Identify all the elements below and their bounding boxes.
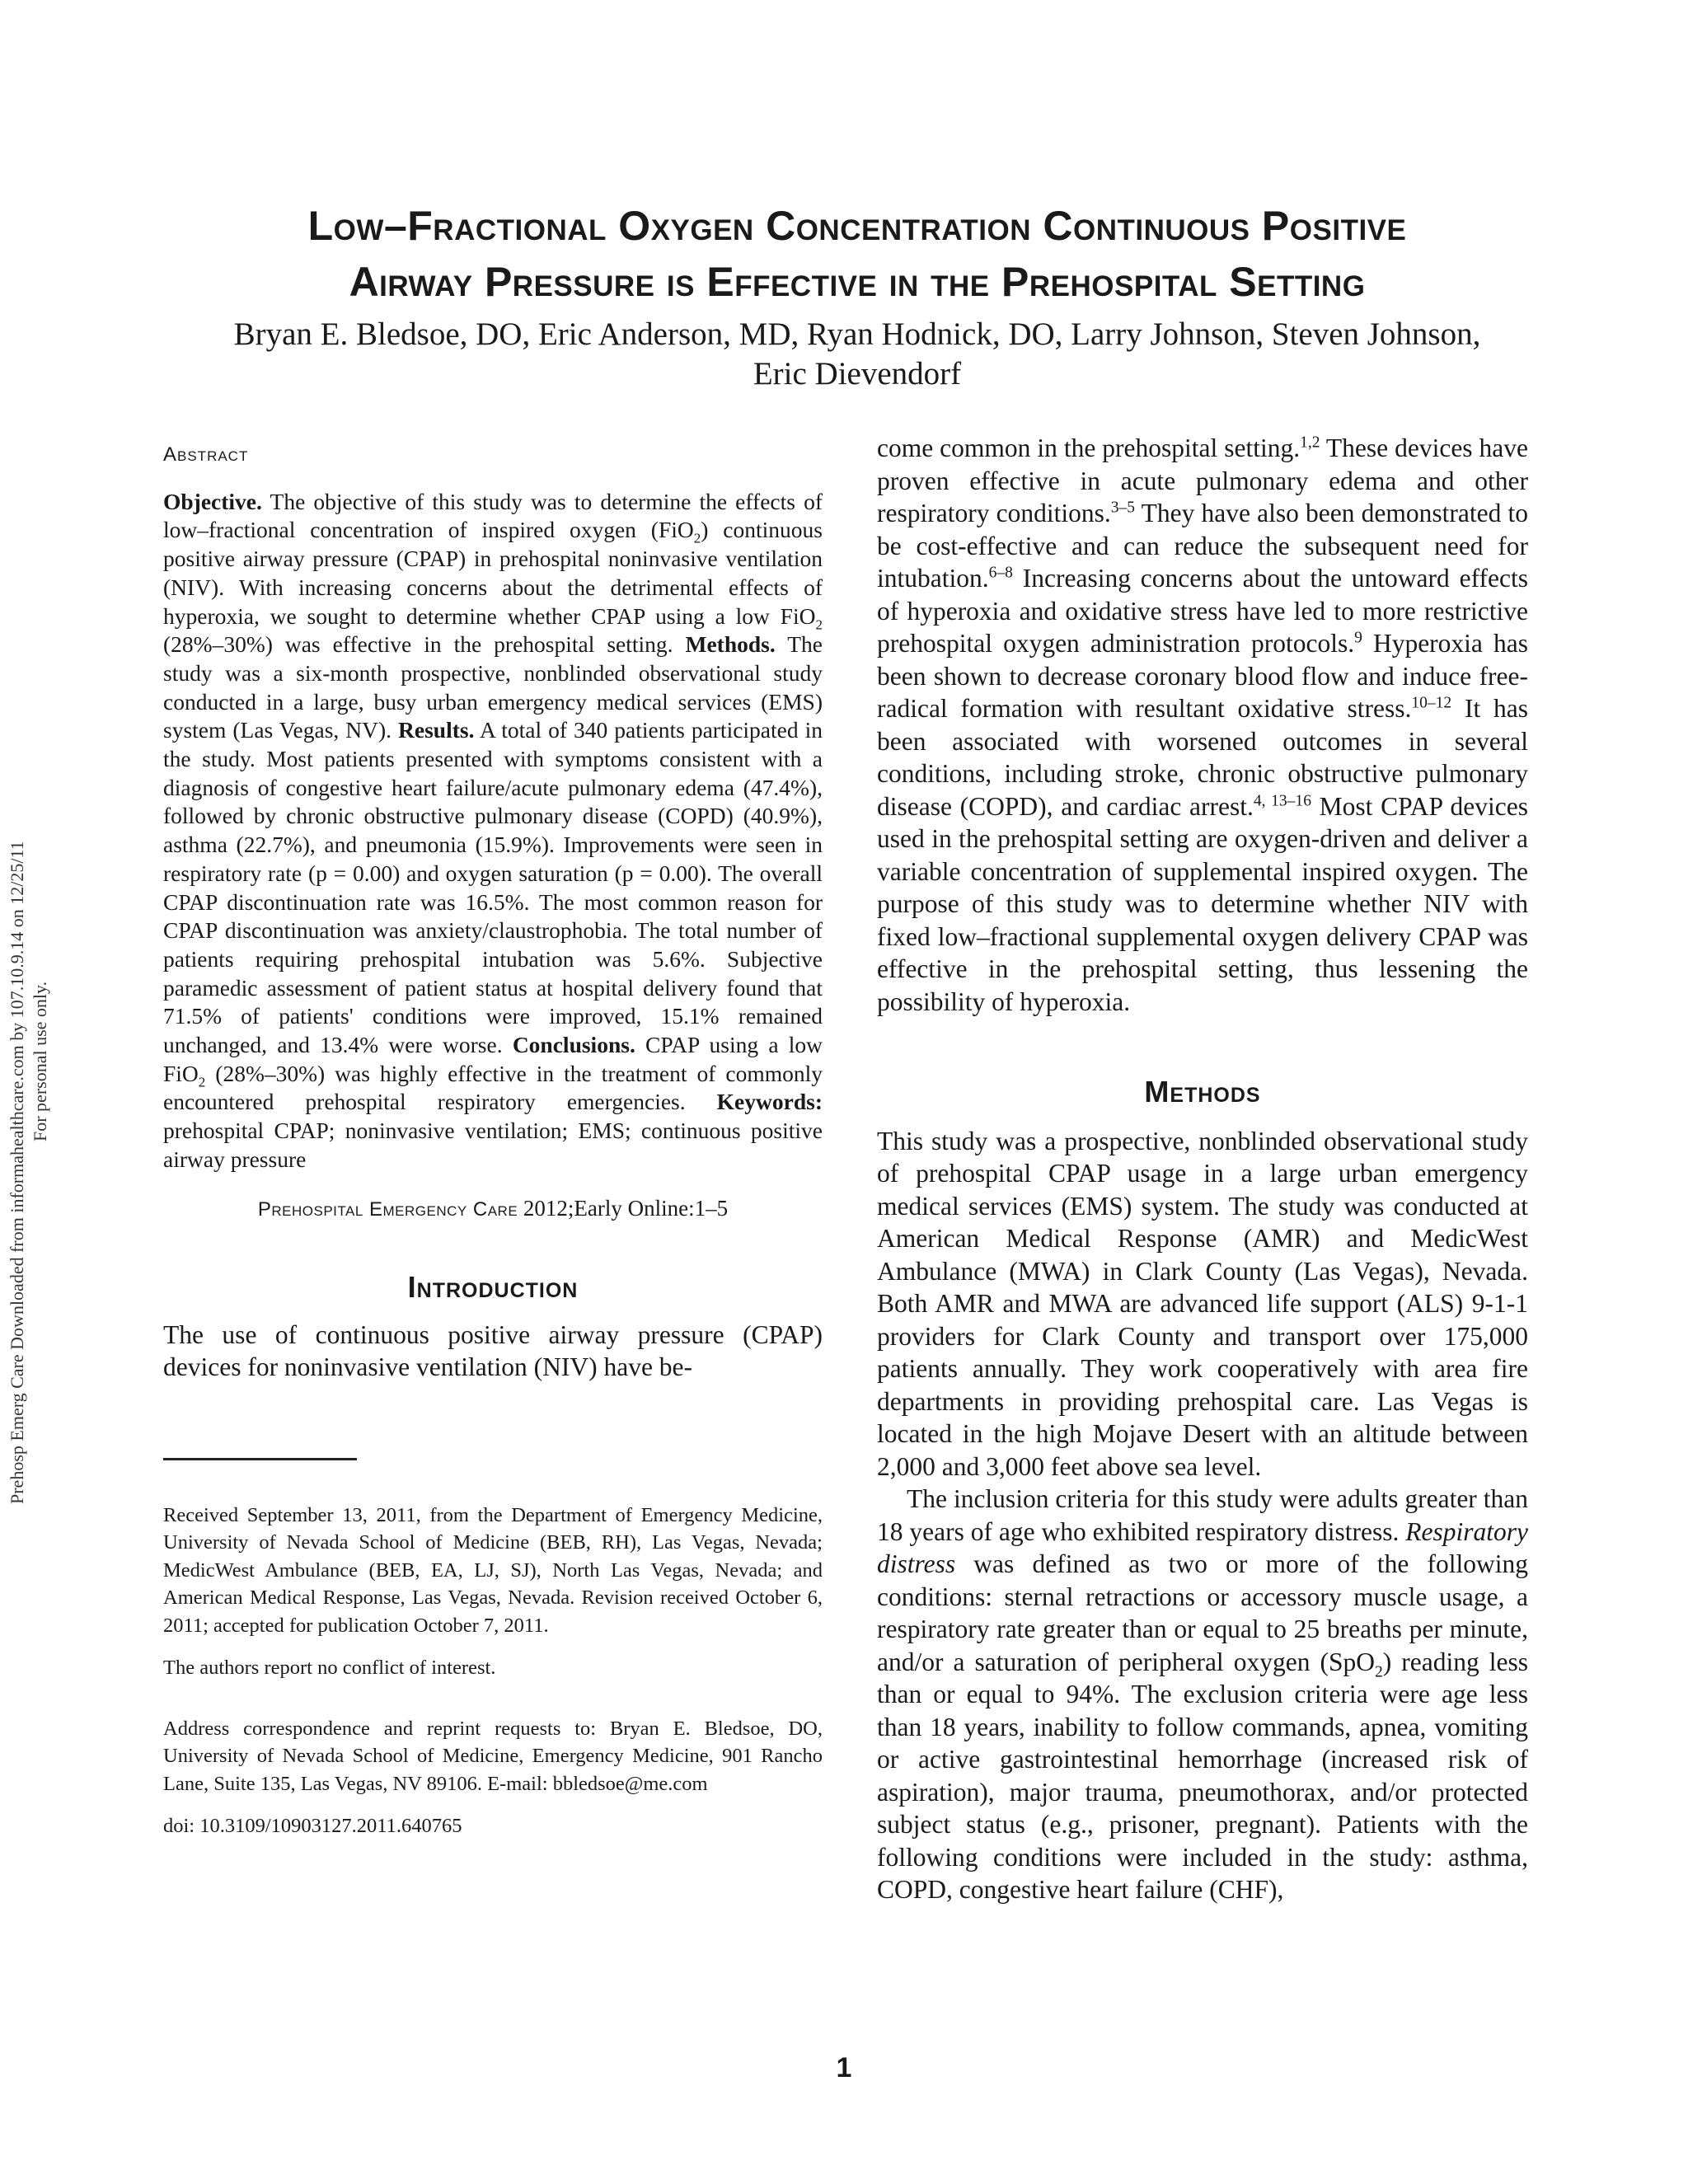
methods-p2-text-2: was defined as two or more of the following conditions: sternal retractions or accessory muscle usage, a respiratory rate greater than or equal to 25 breaths per minute, and/or a saturation of peripheral oxygen (SpO bbox=[877, 1549, 1528, 1676]
authors-line-2: Eric Dievendorf bbox=[753, 356, 962, 391]
article-header bbox=[124, 198, 1591, 394]
citation-superscript: 3–5 bbox=[1110, 499, 1136, 517]
intro-text-3: They have also been demonstrated to be cost-effective and can reduce the subsequent need for intubation. bbox=[877, 499, 1528, 593]
objective-text-b: ) continuous positive airway pressure (CPAP) in prehospital noninvasive ventilation (NIV). With increasing concerns about the detrimental effects of hyperoxia, we sought to determine whether CPAP using a low FiO bbox=[163, 517, 823, 629]
subscript-2: 2 bbox=[1374, 1662, 1383, 1680]
keywords-label: Keywords: bbox=[716, 1089, 823, 1115]
title-line-2: Airway Pressure is Effective in the Prehospital Setting bbox=[349, 259, 1366, 305]
intro-text-1: come common in the prehospital setting. bbox=[877, 434, 1301, 462]
methods-paragraph-2 bbox=[877, 1483, 1528, 1906]
intro-text-4: Increasing concerns about the untoward effects of hyperoxia and oxidative stress have led to more restrictive prehospital oxygen administration protocols. bbox=[877, 564, 1528, 658]
conclusions-text-b: (28%–30%) was highly effective in the treatment of commonly encountered prehospital respiratory emergencies. bbox=[163, 1060, 823, 1115]
results-text: A total of 340 patients participated in the study. Most patients presented with symptoms consistent with a diagnosis of congestive heart failure/acute pulmonary edema (47.4%), followed by chronic obstructive pulmonary disease (COPD) (40.9%), asthma (22.7%), and pneumonia (15.9%). Improvements were seen in respiratory rate (p = 0.00) and oxygen saturation (p = 0.00). The overall CPAP discontinuation rate was 16.5%. The most common reason for CPAP discontinuation was anxiety/claustrophobia. The total number of patients requiring prehospital intubation was 5.6%. Subjective paramedic assessment of patient status at hospital delivery found that 71.5% of patients' conditions were improved, 15.1% remained unchanged, and 13.4% were worse. bbox=[163, 717, 823, 1058]
footnote-address: Address correspondence and reprint requests to: Bryan E. Bledsoe, DO, University of Nevada School of Medicine, Emergency Medicine, 901 Rancho Lane, Suite 135, Las Vegas, NV 89106. E-mail: bbledsoe@me.com bbox=[163, 1717, 823, 1795]
intro-text-7: Most CPAP devices used in the prehospital setting are oxygen-driven and deliver a variable concentration of supplemental inspired oxygen. The purpose of this study was to determine whether NIV with fixed low–fractional supplemental oxygen delivery CPAP was effective in the prehospital setting, thus lessening the possibility of hyperoxia. bbox=[877, 791, 1528, 1016]
abstract-body bbox=[163, 488, 823, 1174]
download-watermark bbox=[7, 680, 56, 1504]
introduction-continued bbox=[877, 432, 1528, 1018]
citation-superscript: 4, 13–16 bbox=[1253, 792, 1311, 809]
subscript-2: 2 bbox=[198, 1074, 206, 1090]
right-column bbox=[877, 432, 1528, 1906]
conclusions-text-a: CPAP using a low FiO bbox=[163, 1032, 823, 1086]
methods-heading: Methods bbox=[1144, 1075, 1261, 1108]
introduction-text: The use of continuous positive airway pressure (CPAP) devices for noninvasive ventilation (NIV) have be- bbox=[163, 1319, 823, 1382]
journal-citation bbox=[163, 1194, 823, 1225]
objective-label: Objective. bbox=[163, 488, 262, 514]
methods-text: The study was a six-month prospective, nonblinded observational study conducted in a large, busy urban emergency medical services (EMS) system (Las Vegas, NV). bbox=[163, 631, 823, 743]
objective-text-c: (28%–30%) was effective in the prehospital setting. bbox=[163, 631, 686, 658]
footnote-received: Received September 13, 2011, from the Department of Emergency Medicine, University of Nevada School of Medicine (BEB, RH), Las Vegas, Nevada; MedicWest Ambulance (BEB, EA, LJ, SJ), North Las Vegas, Nevada; and American Medical Response, Las Vegas, Nevada. Revision received October 6, 2011; accepted for publication October 7, 2011. bbox=[163, 1503, 823, 1637]
keywords-text: prehospital CPAP; noninvasive ventilation; EMS; continuous positive airway pressure bbox=[163, 1118, 823, 1172]
subscript-2: 2 bbox=[693, 530, 701, 546]
citation-journal: Prehospital Emergency Care bbox=[257, 1197, 518, 1221]
citation-details: 2012;Early Online:1–5 bbox=[518, 1195, 729, 1221]
citation-superscript: 6–8 bbox=[988, 564, 1013, 582]
abstract-heading: Abstract bbox=[163, 443, 249, 466]
authors-line-1: Bryan E. Bledsoe, DO, Eric Anderson, MD, Ryan Hodnick, DO, Larry Johnson, Steven Johnson, bbox=[233, 316, 1481, 352]
conclusions-label: Conclusions. bbox=[512, 1032, 635, 1058]
intro-text-5: Hyperoxia has been shown to decrease coronary blood flow and induce free-radical formation with resultant oxidative stress. bbox=[877, 629, 1528, 723]
methods-label: Methods. bbox=[685, 631, 776, 658]
methods-p2-text-3: ) reading less than or equal to 94%. The exclusion criteria were age less than 18 years, inability to follow commands, apnea, vomiting or active gastrointestinal hemorrhage (increased risk of aspiration), major trauma, pneumothorax, and/or protected subject status (e.g., prisoner, pregnant). Patients with the following conditions were included in the study: asthma, COPD, congestive heart failure (CHF), bbox=[877, 1647, 1528, 1904]
subscript-2: 2 bbox=[815, 616, 823, 633]
respiratory-distress-term: Respiratory distress bbox=[877, 1516, 1528, 1578]
intro-text-6: It has been associated with worsened outcomes in several conditions, including stroke, chronic obstructive pulmonary disease (COPD), and cardiac arrest. bbox=[877, 694, 1528, 821]
watermark-line-2: For personal use only. bbox=[30, 981, 50, 1141]
methods-p2-text-1: The inclusion criteria for this study were adults greater than 18 years of age who exhibited respiratory distress. bbox=[877, 1484, 1528, 1546]
citation-superscript: 9 bbox=[1354, 629, 1362, 647]
footnote-conflict: The authors report no conflict of interest. bbox=[163, 1657, 496, 1680]
objective-text-a: The objective of this study was to determine the effects of low–fractional concentration of inspired oxygen (FiO bbox=[163, 488, 823, 543]
results-label: Results. bbox=[398, 717, 475, 743]
left-column bbox=[163, 433, 823, 1855]
author-list bbox=[124, 315, 1591, 394]
intro-text-2: These devices have proven effective in acute pulmonary edema and other respiratory conditions. bbox=[877, 434, 1528, 527]
abstract bbox=[163, 441, 823, 1174]
article-title bbox=[124, 198, 1591, 310]
citation-superscript: 10–12 bbox=[1411, 694, 1452, 712]
introduction-heading: Introduction bbox=[407, 1270, 579, 1305]
watermark-line-1: Prehosp Emerg Care Downloaded from informahealthcare.com by 107.10.9.14 on 12/25/11 bbox=[7, 841, 27, 1504]
footnote-divider bbox=[163, 1458, 357, 1460]
methods-paragraph-1: This study was a prospective, nonblinded observational study of prehospital CPAP usage in a large urban emergency medical services (EMS) system. The study was conducted at American Medical Response (AMR) and MedicWest Ambulance (MWA) in Clark County (Las Vegas), Nevada. Both AMR and MWA are advanced life support (ALS) 9-1-1 providers for Clark County and transport over 175,000 patients annually. They work cooperatively with area fire departments in providing prehospital care. Las Vegas is located in the high Mojave Desert with an altitude between 2,000 and 3,000 feet above sea level. bbox=[877, 1126, 1528, 1481]
title-line-1: Low–Fractional Oxygen Concentration Continuous Positive bbox=[307, 203, 1407, 249]
citation-superscript: 1,2 bbox=[1300, 434, 1320, 452]
page-number: 1 bbox=[836, 2052, 852, 2083]
footnote-doi: doi: 10.3109/10903127.2011.640765 bbox=[163, 1815, 462, 1838]
